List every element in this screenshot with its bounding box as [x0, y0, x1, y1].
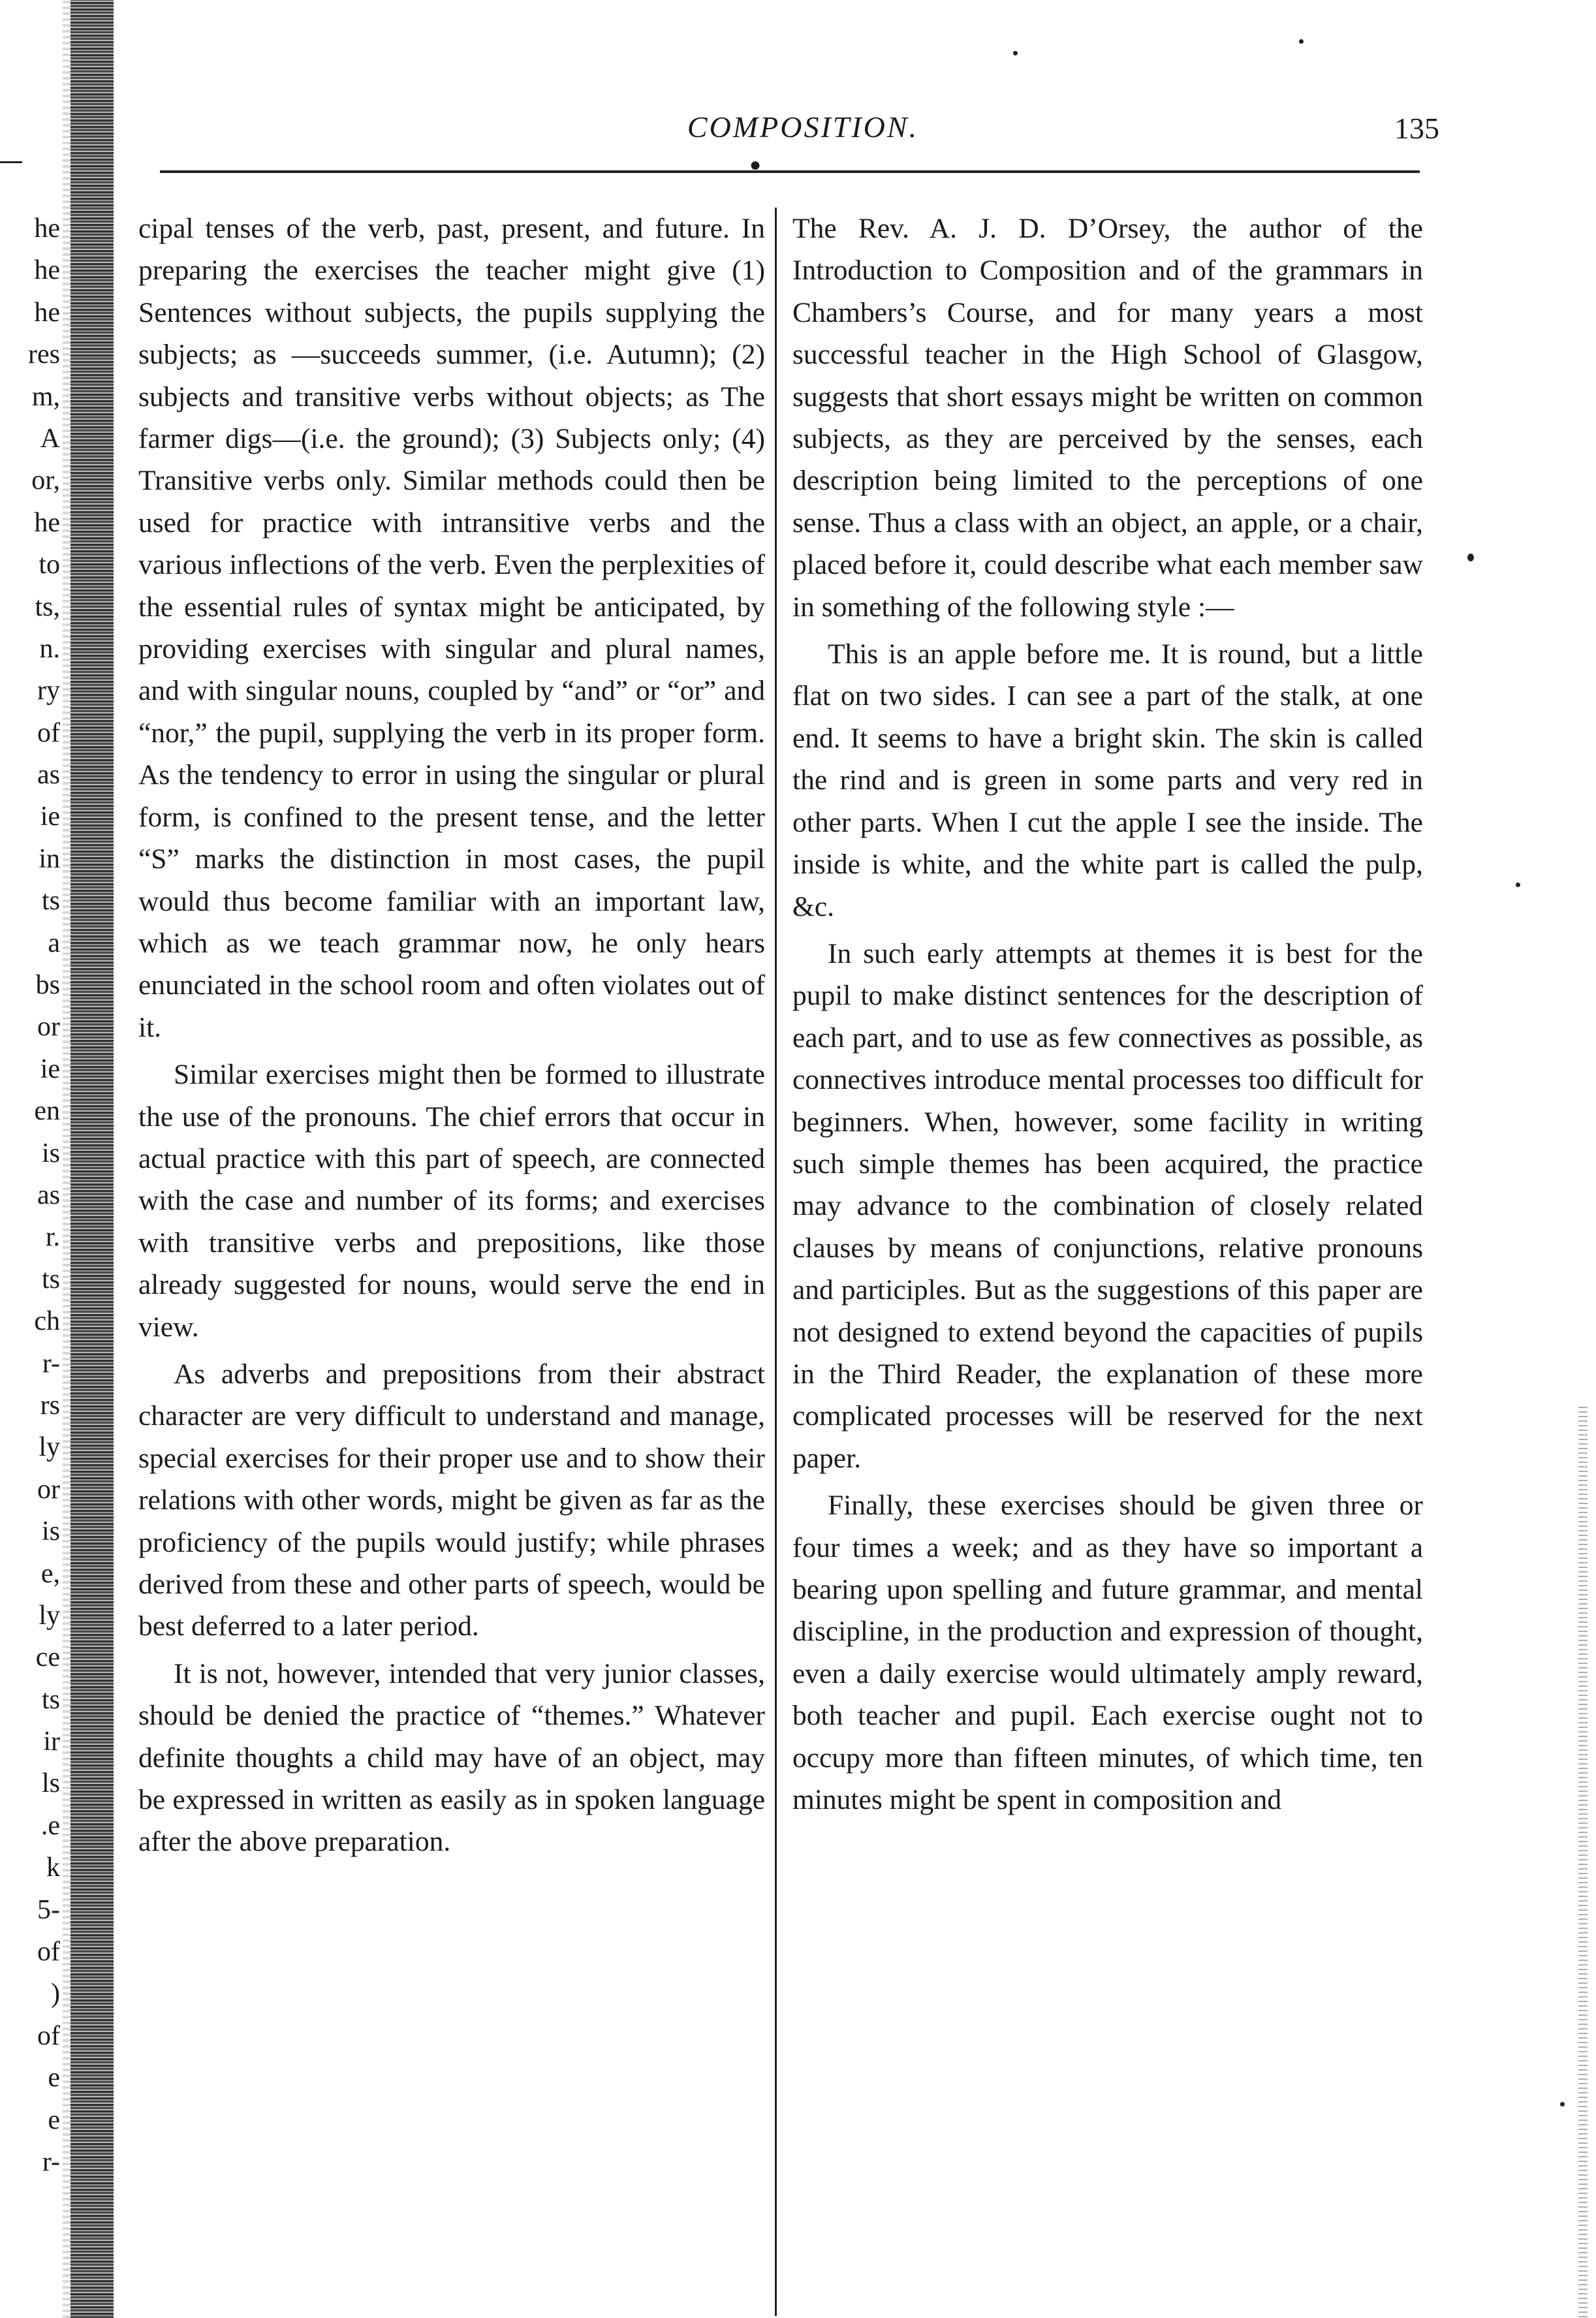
margin-fragment: of: [37, 717, 60, 748]
margin-fragment: r.: [45, 1222, 60, 1253]
margin-fragment: ie: [40, 802, 60, 832]
margin-fragment: ts: [41, 1684, 60, 1715]
right-page-edge: [1578, 1403, 1588, 2317]
paragraph: This is an apple before me. It is round, but a little flat on two sides. I can see a part of the stalk, at one end. It seems to have a bright skin. The skin is called the rind and is green in some parts and very red in other parts. When I cut the apple I see the inside. The inside is white, and the white part is called the pulp, &c.: [792, 638, 1423, 922]
margin-fragment: ry: [37, 676, 60, 706]
margin-fragment: .e: [40, 1810, 60, 1841]
speck: [1299, 39, 1304, 44]
margin-fragment: in: [39, 843, 60, 874]
margin-fragment: ie: [40, 1054, 60, 1084]
margin-fragment: of: [37, 1937, 60, 1967]
margin-fragment: ts: [41, 886, 60, 916]
paragraph: Finally, these exercises should be given three or four times a week; and as they have so important a bearing upon spelling and future grammar, and mental discipline, in the production and expression of thought, even a daily exercise would ultimately amply reward, both teacher and pupil. Each exercise ought not to occupy more than fifteen minutes, of which time, ten minutes might be spent in composition and: [792, 1490, 1423, 1816]
paragraph: Similar exercises might then be formed to illustrate the use of the pronouns. The chief errors that occur in actual practice with this part of speech, are connected with the case and number of its forms; and exercises with transitive verbs and prepositions, like those already suggested for nouns, would serve the end in view.: [138, 1059, 765, 1343]
left-text-column: [138, 208, 765, 1868]
margin-fragment: he: [34, 507, 60, 538]
margin-fragment: k: [46, 1853, 60, 1883]
margin-fragment: or,: [31, 465, 60, 496]
margin-fragment: of: [37, 2020, 60, 2051]
margin-fragment: ls: [41, 1768, 60, 1799]
book-binding-gutter: [70, 0, 114, 2318]
speck: [1516, 883, 1520, 887]
margin-fragment: n.: [39, 633, 60, 664]
margin-fragment: ts: [41, 1264, 60, 1294]
paragraph: As adverbs and prepositions from their abstract character are very difficult to understand and manage, special exercises for their proper use and to show their relations with other words, might be given as far as the proficiency of the pupils would justify; while phrases derived from these and other parts of speech, would be best deferred to a later period.: [138, 1358, 765, 1642]
margin-fragment: as: [37, 1180, 60, 1210]
rule-ornament: ●: [749, 154, 762, 176]
margin-fragment: r-: [42, 1348, 60, 1379]
margin-fragment: ): [51, 1979, 60, 2009]
page-number: 135: [1394, 112, 1439, 145]
margin-fragment: he: [34, 255, 60, 286]
left-page-margin-fragments: [0, 208, 60, 2183]
margin-fragment: r-: [42, 2146, 60, 2177]
speck: [1013, 51, 1018, 55]
margin-fragment: ly: [39, 1600, 60, 1631]
margin-fragment: he: [34, 213, 60, 243]
margin-fragment: ce: [35, 1642, 60, 1673]
margin-fragment: 5-: [37, 1894, 60, 1925]
margin-fragment: e,: [40, 1558, 60, 1589]
left-page-header-rule-fragment: [0, 161, 22, 163]
paragraph: cipal tenses of the verb, past, present, and future. In preparing the exercises the teacher might give (1) Sentences without subjects, the pupils supplying the subjects; as —succeeds summer, (i.e. Autumn); (2) subjects and transitive verbs without objects; as The farmer digs—(i.e. the ground); (3) Subjects only; (4) Transitive verbs only. Similar methods could then be used for practice with intransitive verbs and the various inflections of the verb. Even the perplexities of the essential rules of syntax might be anticipated, by providing exercises with singular and plural names, and with singular nouns, coupled by “and” or “or” and “nor,” the pupil, supplying the verb in its proper form. As the tendency to error in using the singular or plural form, is confined to the present tense, and the letter “S” marks the distinction in most cases, the pupil would thus become familiar with an important law, which as we teach grammar now, he only hears enunciated in the school room and often violates out of it.: [138, 213, 765, 1043]
paragraph: In such early attempts at themes it is best for the pupil to make distinct sentences for the description of each part, and to use as few connectives as possible, as connectives introduce mental processes too difficult for beginners. When, however, some facility in writing such simple themes has been acquired, the practice may advance to the combination of closely related clauses by means of conjunctions, relative pronouns and participles. But as the suggestions of this paper are not designed to extend beyond the capacities of pupils in the Third Reader, the explanation of these more complicated processes will be reserved for the next paper.: [792, 937, 1423, 1474]
paragraph: It is not, however, intended that very junior classes, should be denied the practice of “themes.” Whatever definite thoughts a child may have of an object, may be expressed in written as easily as in spoken language after the above preparation.: [138, 1657, 765, 1858]
margin-fragment: ts,: [35, 591, 60, 622]
margin-fragment: is: [41, 1516, 60, 1547]
margin-fragment: ir: [43, 1727, 60, 1757]
margin-fragment: as: [37, 760, 60, 791]
margin-fragment: a: [48, 928, 60, 958]
margin-fragment: e: [48, 2063, 60, 2093]
margin-fragment: ly: [39, 1432, 60, 1463]
margin-fragment: res: [28, 339, 60, 370]
margin-fragment: he: [34, 297, 60, 328]
margin-fragment: ch: [34, 1306, 60, 1337]
running-title: COMPOSITION.: [687, 110, 919, 144]
right-text-column: [792, 208, 1423, 1826]
speck: [1560, 2102, 1565, 2107]
speck: [1467, 554, 1474, 561]
margin-fragment: A: [40, 423, 60, 454]
margin-fragment: is: [41, 1138, 60, 1168]
margin-fragment: rs: [40, 1390, 60, 1420]
margin-fragment: or: [37, 1012, 60, 1042]
margin-fragment: e: [48, 2105, 60, 2135]
margin-fragment: to: [39, 550, 60, 580]
header-rule: [160, 170, 1420, 173]
margin-fragment: m,: [31, 381, 60, 412]
margin-fragment: or: [37, 1474, 60, 1505]
column-divider: [775, 208, 777, 2316]
margin-fragment: en: [34, 1096, 60, 1127]
paragraph: The Rev. A. J. D. D’Orsey, the author of the Introduction to Composition and of the grammars in Chambers’s Course, and for many years a most successful teacher in the High School of Glasgow, suggests that short essays might be written on common subjects, as they are perceived by the senses, each description being limited to the perceptions of one sense. Thus a class with an object, an apple, or a chair, placed before it, could describe what each member saw in something of the following style :—: [792, 213, 1423, 623]
margin-fragment: bs: [35, 970, 60, 1001]
